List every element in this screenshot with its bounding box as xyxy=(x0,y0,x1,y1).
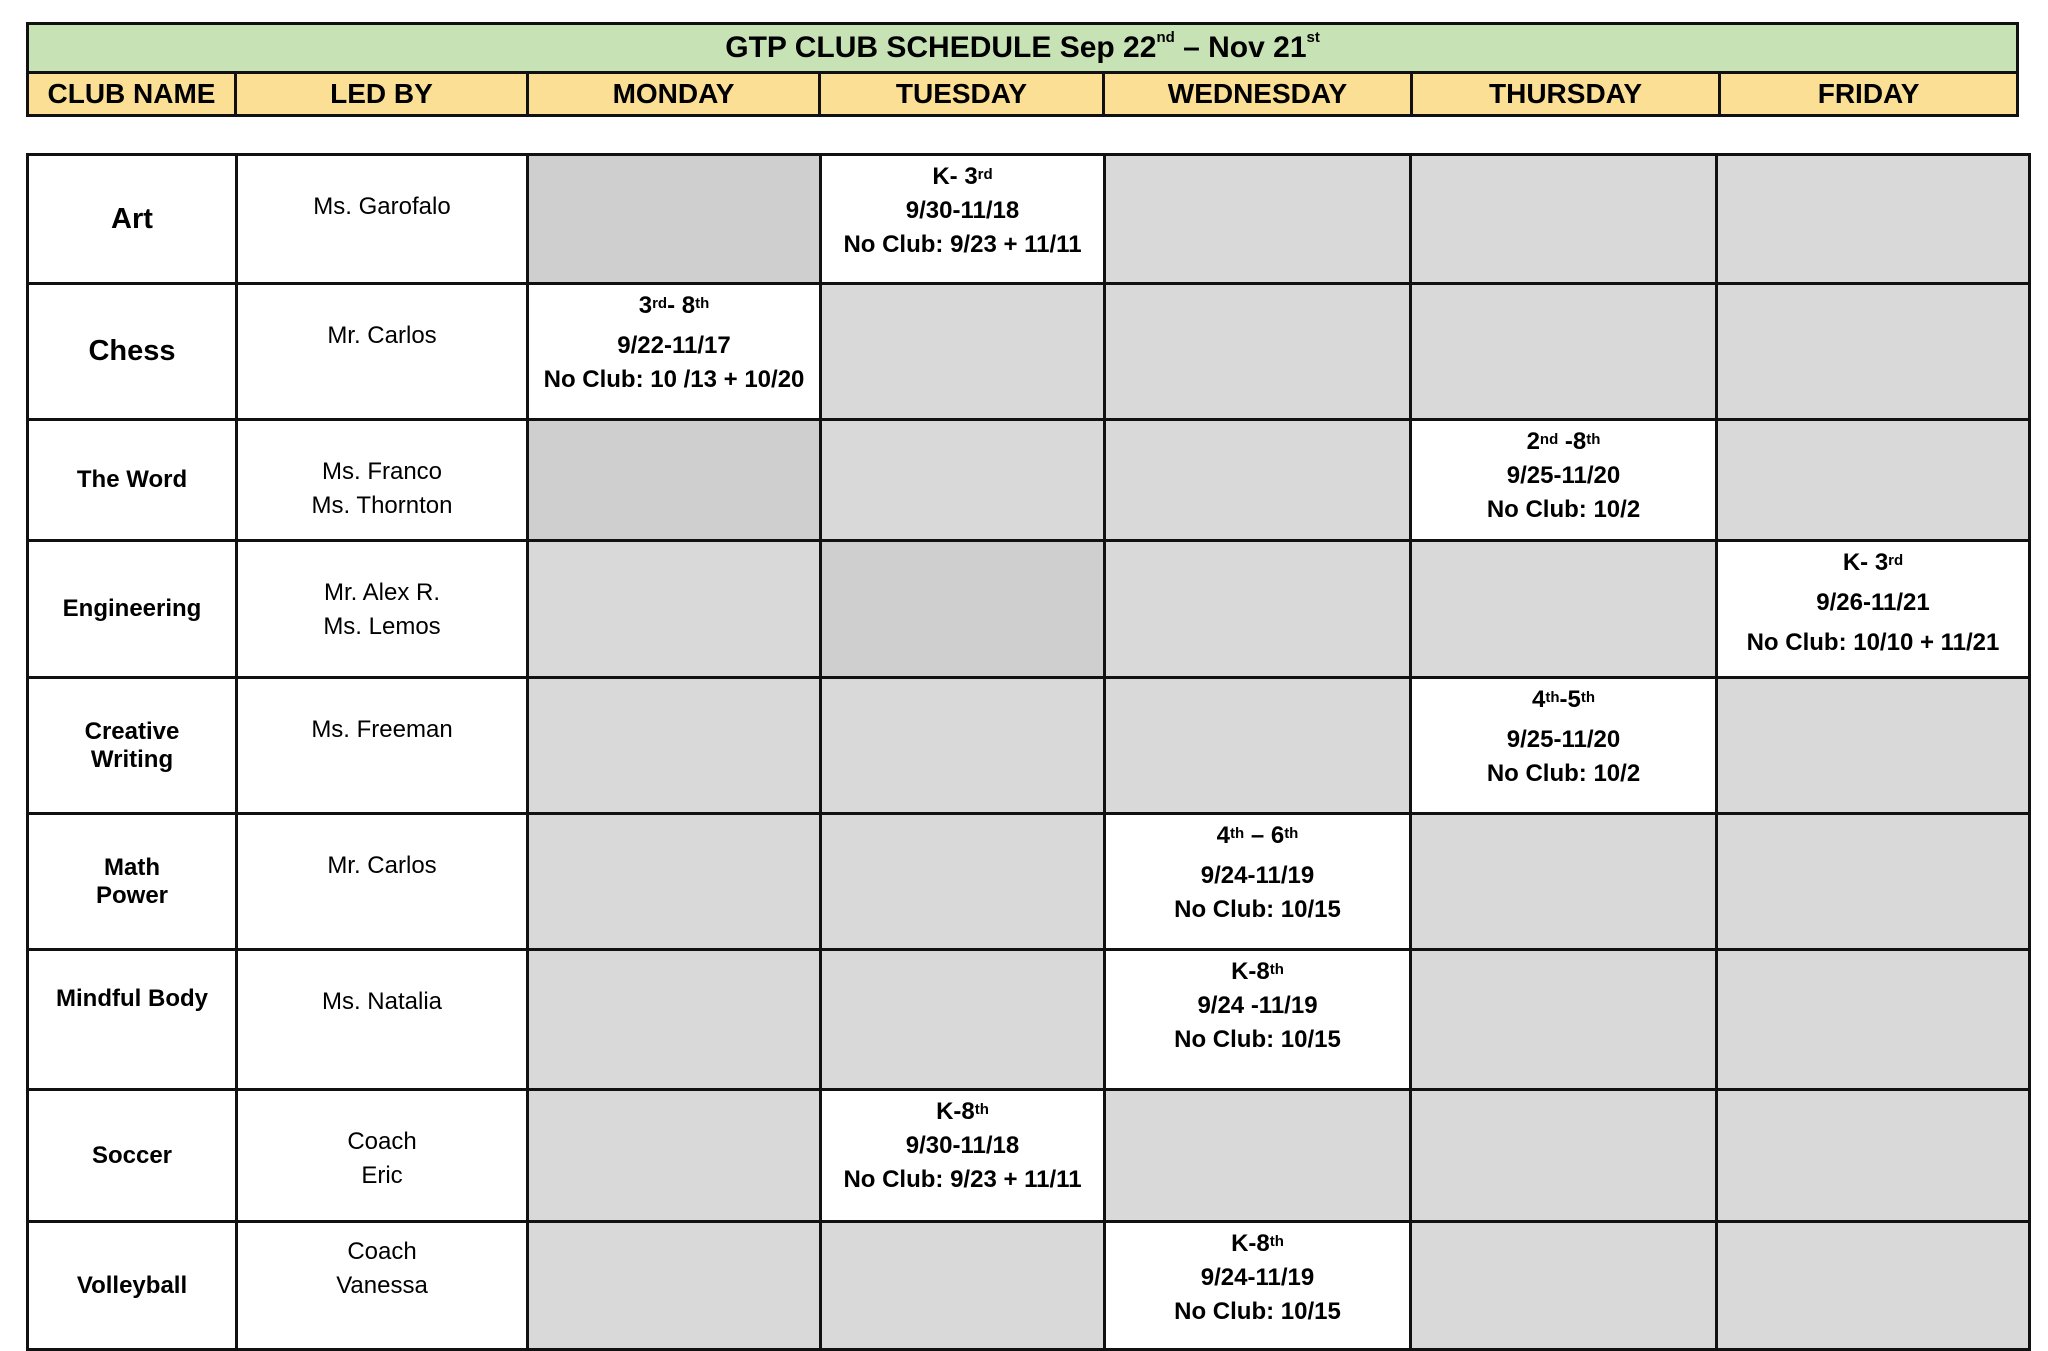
session-grades: 3rd- 8th xyxy=(638,292,710,319)
empty-cell-thursday xyxy=(1411,1222,1717,1350)
session-grades: K-8th xyxy=(1231,958,1284,985)
empty-cell-wednesday xyxy=(1105,284,1411,420)
session-dates: 9/24-11/19 xyxy=(1200,862,1315,889)
empty-cell-thursday xyxy=(1411,284,1717,420)
empty-cell-tuesday xyxy=(821,678,1105,814)
column-header-thursday: THURSDAY xyxy=(1412,73,1720,116)
empty-cell-monday xyxy=(528,950,821,1090)
schedule-grid xyxy=(26,153,2031,1351)
club-leader: Mr. Carlos xyxy=(237,814,528,950)
club-name: Creative Writing xyxy=(28,678,237,814)
session-dates: 9/25-11/20 xyxy=(1506,462,1621,489)
empty-cell-thursday xyxy=(1411,950,1717,1090)
empty-cell-tuesday xyxy=(821,950,1105,1090)
table-row xyxy=(28,950,2030,1090)
club-leader: Coach Eric xyxy=(237,1090,528,1222)
club-name: Chess xyxy=(28,284,237,420)
session-dates: 9/30-11/18 xyxy=(905,1132,1020,1159)
empty-cell-friday xyxy=(1717,1222,2030,1350)
club-name: Art xyxy=(28,155,237,284)
empty-cell-friday xyxy=(1717,814,2030,950)
session-no-club: No Club: 10/10 + 11/21 xyxy=(1746,629,2000,656)
session-cell-monday xyxy=(528,284,821,420)
session-dates: 9/24 -11/19 xyxy=(1197,992,1318,1019)
club-leader: Mr. Carlos xyxy=(237,284,528,420)
club-name: Soccer xyxy=(28,1090,237,1222)
session-grades: K-8th xyxy=(1231,1230,1284,1257)
empty-cell-tuesday xyxy=(821,541,1105,678)
table-row xyxy=(28,541,2030,678)
empty-cell-thursday xyxy=(1411,1090,1717,1222)
session-no-club: No Club: 10 /13 + 10/20 xyxy=(543,366,805,393)
empty-cell-monday xyxy=(528,1222,821,1350)
session-dates: 9/25-11/20 xyxy=(1506,726,1621,753)
session-no-club: No Club: 9/23 + 11/11 xyxy=(843,231,1082,258)
table-row xyxy=(28,1090,2030,1222)
empty-cell-monday xyxy=(528,420,821,541)
empty-cell-monday xyxy=(528,678,821,814)
column-header-wednesday: WEDNESDAY xyxy=(1104,73,1412,116)
column-header-led-by: LED BY xyxy=(236,73,528,116)
table-row xyxy=(28,1222,2030,1350)
club-leader: Mr. Alex R. Ms. Lemos xyxy=(237,541,528,678)
empty-cell-thursday xyxy=(1411,814,1717,950)
club-name: Mindful Body xyxy=(28,950,237,1090)
club-leader: Ms. Garofalo xyxy=(237,155,528,284)
session-no-club: No Club: 10/2 xyxy=(1486,496,1641,523)
column-header-friday: FRIDAY xyxy=(1720,73,2018,116)
table-row xyxy=(28,420,2030,541)
schedule-title: GTP CLUB SCHEDULE Sep 22nd – Nov 21st xyxy=(28,24,2018,73)
table-row xyxy=(28,284,2030,420)
empty-cell-tuesday xyxy=(821,284,1105,420)
empty-cell-friday xyxy=(1717,678,2030,814)
empty-cell-wednesday xyxy=(1105,420,1411,541)
club-leader: Ms. Franco Ms. Thornton xyxy=(237,420,528,541)
session-cell-wednesday xyxy=(1105,950,1411,1090)
session-dates: 9/26-11/21 xyxy=(1816,589,1930,616)
session-no-club: No Club: 10/15 xyxy=(1174,1026,1341,1053)
schedule-header xyxy=(26,22,2019,117)
club-leader: Ms. Natalia xyxy=(237,950,528,1090)
session-grades: K- 3rd xyxy=(1842,549,1904,576)
empty-cell-friday xyxy=(1717,420,2030,541)
session-grades: 4th – 6th xyxy=(1216,822,1299,849)
empty-cell-monday xyxy=(528,541,821,678)
session-cell-tuesday xyxy=(821,1090,1105,1222)
club-name: Math Power xyxy=(28,814,237,950)
club-name: Volleyball xyxy=(28,1222,237,1350)
empty-cell-tuesday xyxy=(821,420,1105,541)
session-dates: 9/24-11/19 xyxy=(1200,1264,1315,1291)
empty-cell-monday xyxy=(528,814,821,950)
club-name: Engineering xyxy=(28,541,237,678)
table-row xyxy=(28,678,2030,814)
session-cell-thursday xyxy=(1411,678,1717,814)
session-grades: K-8th xyxy=(936,1098,989,1125)
session-no-club: No Club: 10/2 xyxy=(1486,760,1641,787)
session-grades: 2nd -8th xyxy=(1526,428,1601,455)
session-grades: K- 3rd xyxy=(932,163,993,190)
empty-cell-thursday xyxy=(1411,541,1717,678)
empty-cell-friday xyxy=(1717,155,2030,284)
table-row xyxy=(28,814,2030,950)
table-row xyxy=(28,155,2030,284)
empty-cell-thursday xyxy=(1411,155,1717,284)
session-dates: 9/30-11/18 xyxy=(905,197,1020,224)
empty-cell-monday xyxy=(528,1090,821,1222)
club-leader: Ms. Freeman xyxy=(237,678,528,814)
session-grades: 4th-5th xyxy=(1531,686,1596,713)
empty-cell-wednesday xyxy=(1105,678,1411,814)
empty-cell-friday xyxy=(1717,284,2030,420)
session-cell-friday xyxy=(1717,541,2030,678)
session-no-club: No Club: 9/23 + 11/11 xyxy=(843,1166,1082,1193)
empty-cell-tuesday xyxy=(821,1222,1105,1350)
session-dates: 9/22-11/17 xyxy=(617,332,731,359)
column-header-tuesday: TUESDAY xyxy=(820,73,1104,116)
session-no-club: No Club: 10/15 xyxy=(1174,896,1341,923)
session-cell-thursday xyxy=(1411,420,1717,541)
empty-cell-friday xyxy=(1717,950,2030,1090)
session-cell-wednesday xyxy=(1105,814,1411,950)
empty-cell-monday xyxy=(528,155,821,284)
empty-cell-wednesday xyxy=(1105,541,1411,678)
column-header-club-name: CLUB NAME xyxy=(28,73,236,116)
club-leader: Coach Vanessa xyxy=(237,1222,528,1350)
session-cell-wednesday xyxy=(1105,1222,1411,1350)
session-no-club: No Club: 10/15 xyxy=(1174,1298,1341,1325)
session-cell-tuesday xyxy=(821,155,1105,284)
column-header-monday: MONDAY xyxy=(528,73,820,116)
empty-cell-friday xyxy=(1717,1090,2030,1222)
empty-cell-wednesday xyxy=(1105,1090,1411,1222)
empty-cell-tuesday xyxy=(821,814,1105,950)
club-name: The Word xyxy=(28,420,237,541)
empty-cell-wednesday xyxy=(1105,155,1411,284)
